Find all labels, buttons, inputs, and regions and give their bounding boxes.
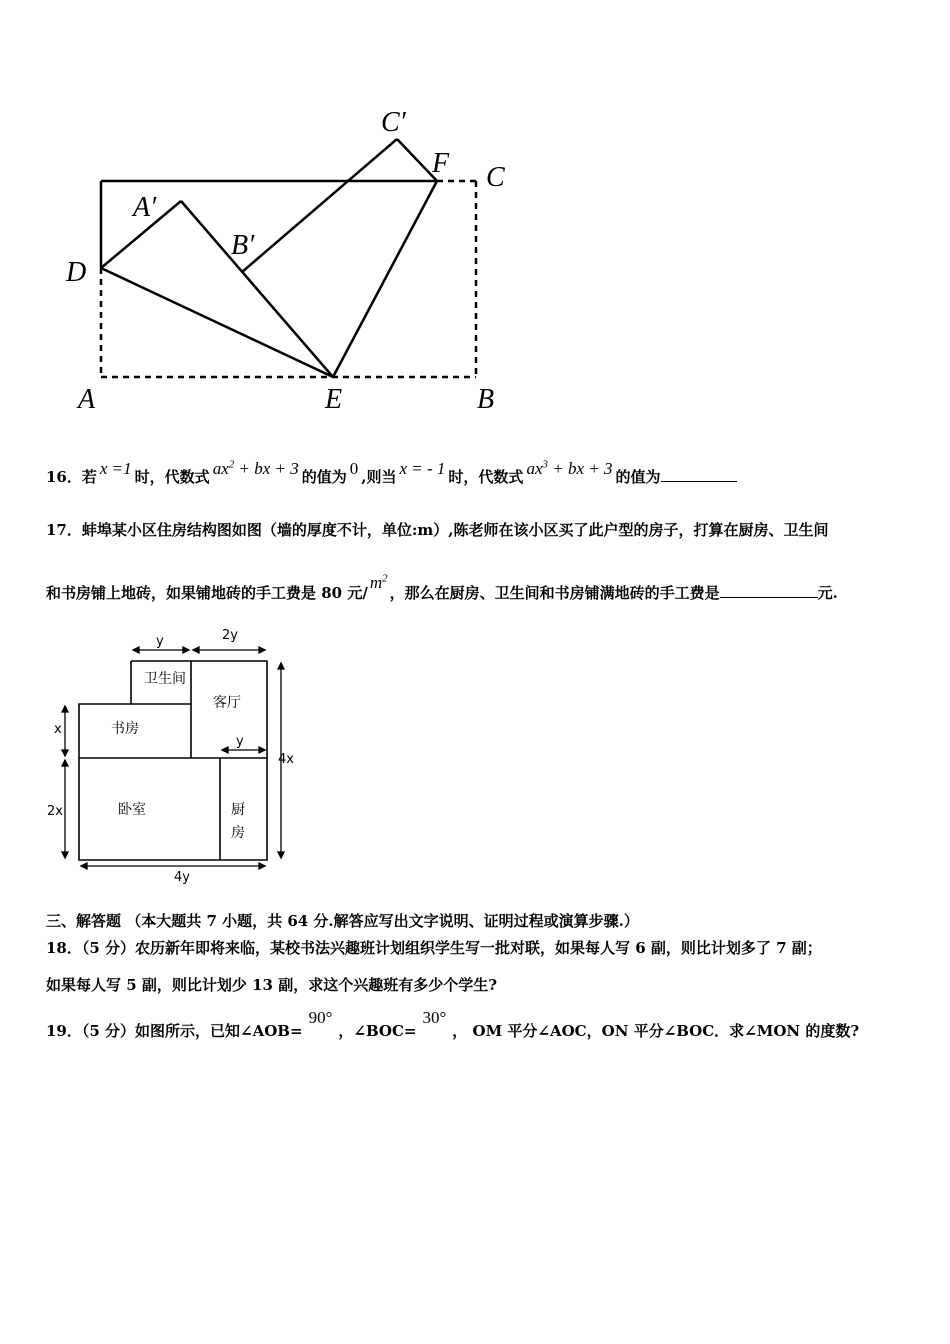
q17-text-b: ，那么在厨房、卫生间和书房铺满地砖的手工费是	[389, 584, 720, 602]
floorplan-dim-labels	[47, 628, 294, 885]
q16-text-1: 若	[81, 468, 97, 486]
label-A-prime: A′	[133, 192, 157, 223]
room-kitchen-1: 厨	[231, 802, 245, 818]
room-kitchen-2: 房	[231, 825, 245, 841]
q16-math-1: x =1	[99, 459, 132, 478]
label-C-prime: C′	[381, 107, 406, 138]
room-bedroom: 卧室	[118, 802, 146, 818]
q19-angle-2: 30°	[422, 1008, 447, 1027]
room-living: 客厅	[213, 695, 241, 711]
segment-B-prime-C-prime	[242, 139, 397, 272]
q16-math-5: $ax^3$ + bx + 3	[526, 458, 613, 478]
q19-text-1: 19．（5 分）如图所示，已知∠AOB=	[46, 1022, 303, 1040]
question-18-line-1: 18．（5 分）农历新年即将来临，某校书法兴趣班计划组织学生写一批对联，如果每人写 6 副，则比计划多了 7 副；	[46, 939, 822, 957]
label-B-prime: B′	[231, 230, 255, 261]
label-E: E	[325, 384, 343, 415]
geometry-figure	[0, 0, 950, 430]
label-F: F	[432, 148, 450, 179]
question-17-line-1: 17．蚌埠某小区住房结构图如图（墙的厚度不计，单位:m）,陈老师在该小区买了此户型的房子，打算在厨房、卫生间	[46, 521, 829, 539]
label-C: C	[486, 162, 505, 193]
segment-A-prime-E	[181, 201, 333, 377]
q16-text-5: 时，代数式	[448, 468, 524, 486]
q19-text-2: ，∠BOC=	[338, 1022, 417, 1040]
q16-text-4: ,则当	[361, 468, 397, 486]
q17-text-c: 元.	[817, 584, 838, 602]
dim-top-2y: 2y	[222, 628, 238, 643]
section-3-heading: 三、解答题 （本大题共 7 小题，共 64 分.解答应写出文字说明、证明过程或演算步骤.）	[46, 912, 639, 930]
q16-math-3: 0	[349, 459, 359, 478]
q16-answer-blank	[661, 467, 737, 482]
floorplan-figure	[0, 620, 950, 920]
q19-text-3: ， OM 平分∠AOC，ON 平分∠BOC．求∠MON 的度数?	[452, 1022, 860, 1040]
question-17-line-2	[46, 572, 838, 603]
q16-text-6: 的值为	[615, 468, 661, 486]
q16-math-4: x = - 1	[399, 459, 446, 478]
label-A: A	[78, 384, 96, 415]
dim-top-y: y	[156, 634, 164, 649]
label-B: B	[477, 384, 495, 415]
room-study: 书房	[111, 721, 139, 737]
segment-EF	[333, 181, 437, 377]
dim-left-2x: 2x	[47, 804, 63, 819]
q16-text-2: 时，代数式	[134, 468, 210, 486]
q16-math-2: $ax^2$ + bx + 3	[212, 458, 299, 478]
question-16	[46, 458, 737, 487]
question-18-line-2: 如果每人写 5 副，则比计划少 13 副，求这个兴趣班有多少个学生?	[46, 976, 497, 994]
q16-number: 16．	[46, 468, 82, 486]
room-bathroom: 卫生间	[144, 671, 186, 687]
segment-DE	[101, 268, 333, 377]
q17-text-a: 和书房铺上地砖，如果铺地砖的手工费是 80 元/	[46, 584, 368, 602]
label-D: D	[66, 257, 87, 288]
q17-answer-blank	[720, 583, 818, 598]
q19-angle-1: 90°	[308, 1008, 333, 1027]
figure-labels	[65, 107, 505, 415]
q17-unit: $m^2$	[369, 572, 388, 592]
dim-inner-y: y	[236, 734, 244, 749]
dim-left-x: x	[54, 722, 62, 737]
figure-lines	[101, 139, 476, 377]
q16-text-3: 的值为	[301, 468, 347, 486]
dim-bottom-4y: 4y	[174, 870, 190, 885]
question-19	[46, 1008, 860, 1041]
dim-right-4x: 4x	[278, 752, 294, 767]
segment-C-prime-F	[397, 139, 437, 181]
